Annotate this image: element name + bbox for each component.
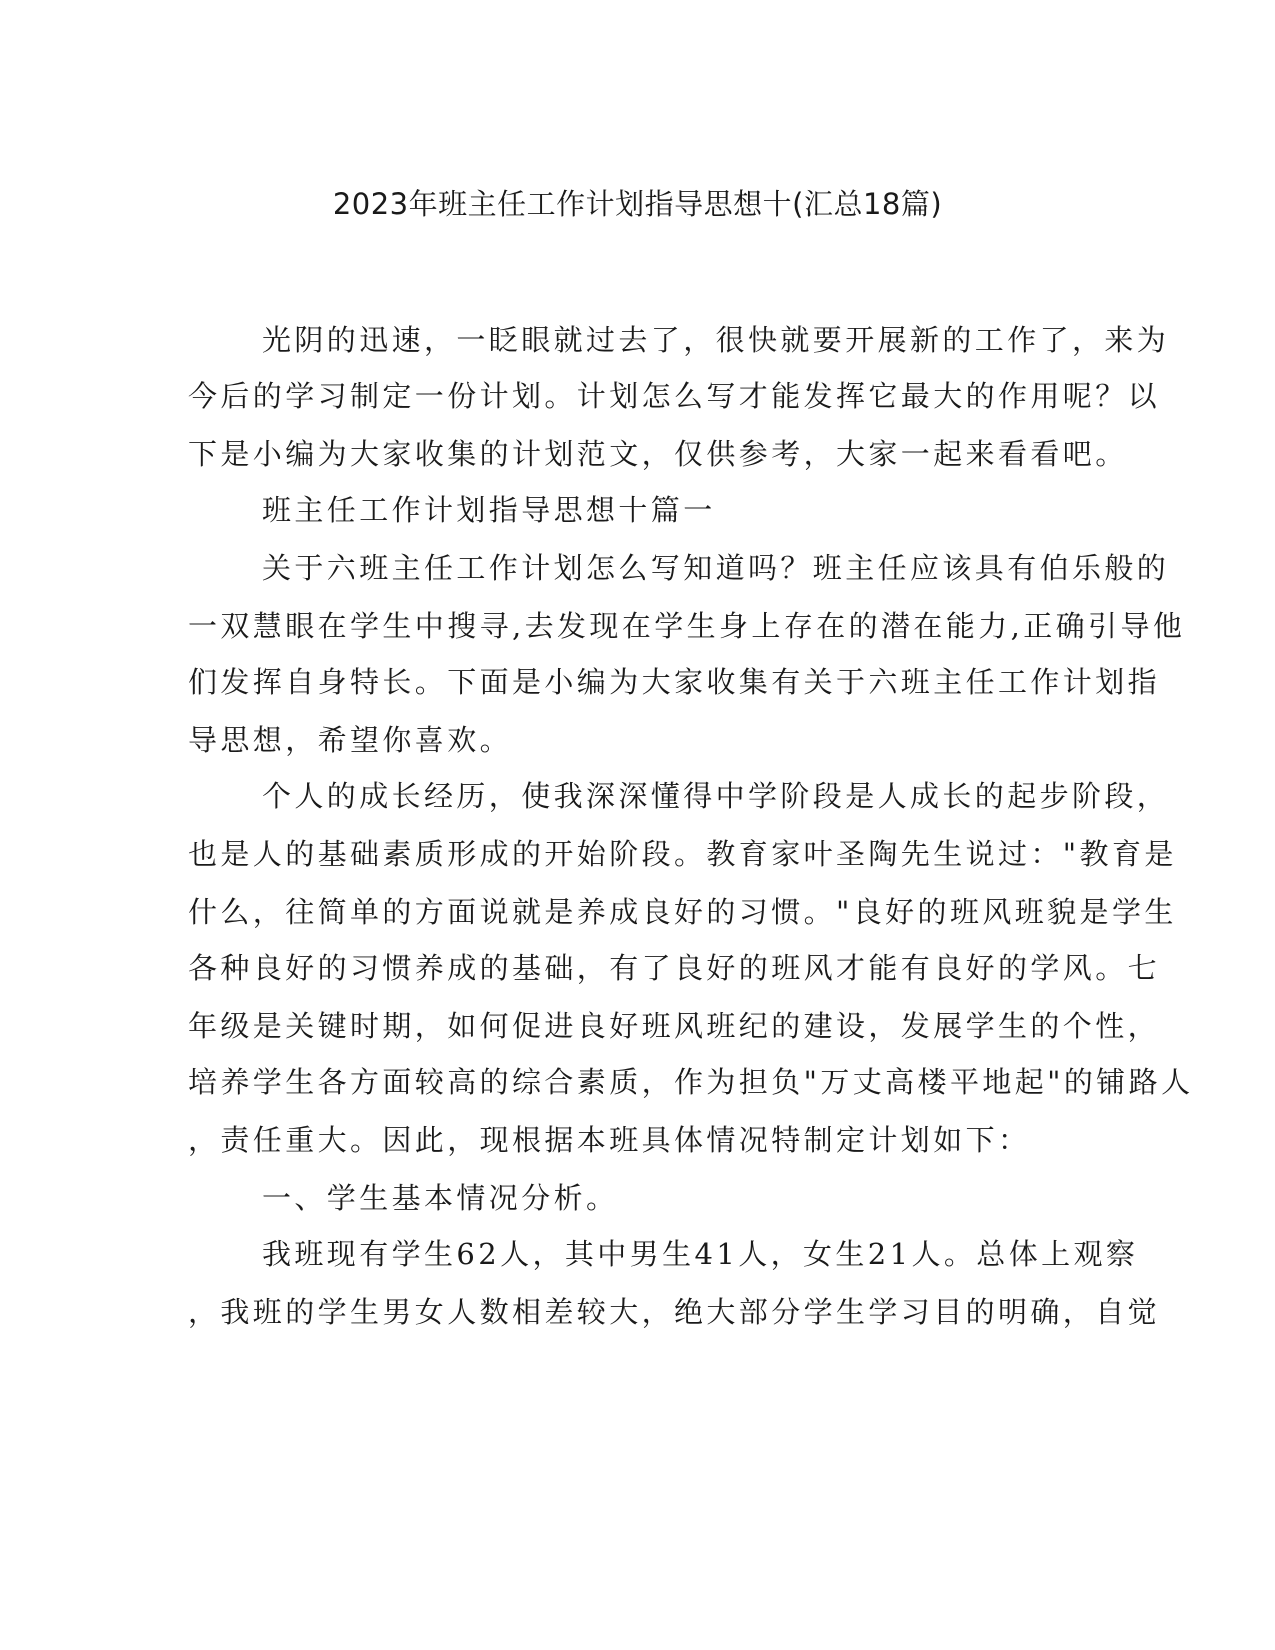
body-line: 关于六班主任工作计划怎么写知道吗？班主任应该具有伯乐般的 xyxy=(262,551,1170,585)
body-line: 各种良好的习惯养成的基础，有了良好的班风才能有良好的学风。七 xyxy=(188,951,1161,985)
body-line: 也是人的基础素质形成的开始阶段。教育家叶圣陶先生说过："教育是 xyxy=(188,837,1177,871)
body-line: 我班现有学生62人，其中男生41人，女生21人。总体上观察 xyxy=(262,1237,1139,1271)
document-title: 2023年班主任工作计划指导思想十(汇总18篇) xyxy=(332,187,943,221)
body-line: 什么，往简单的方面说就是养成良好的习惯。"良好的班风班貌是学生 xyxy=(188,895,1177,929)
body-line: 们发挥自身特长。下面是小编为大家收集有关于六班主任工作计划指 xyxy=(188,665,1161,699)
body-line: 下是小编为大家收集的计划范文，仅供参考，大家一起来看看吧。 xyxy=(188,437,1128,471)
body-line: 光阴的迅速，一眨眼就过去了，很快就要开展新的工作了，来为 xyxy=(262,323,1170,357)
body-line: 一双慧眼在学生中搜寻,去发现在学生身上存在的潜在能力,正确引导他 xyxy=(188,609,1186,643)
body-line: 个人的成长经历，使我深深懂得中学阶段是人成长的起步阶段， xyxy=(262,779,1170,813)
section-heading: 一、学生基本情况分析。 xyxy=(262,1181,619,1215)
body-line: 年级是关键时期，如何促进良好班风班纪的建设，发展学生的个性， xyxy=(188,1009,1161,1043)
body-line: ，责任重大。因此，现根据本班具体情况特制定计划如下： xyxy=(188,1123,1031,1157)
body-line: 培养学生各方面较高的综合素质，作为担负"万丈高楼平地起"的铺路人 xyxy=(188,1065,1194,1099)
body-line: ，我班的学生男女人数相差较大，绝大部分学生学习目的明确，自觉 xyxy=(188,1295,1161,1329)
body-line: 今后的学习制定一份计划。计划怎么写才能发挥它最大的作用呢？以 xyxy=(188,379,1161,413)
section-heading: 班主任工作计划指导思想十篇一 xyxy=(262,493,716,527)
body-line: 导思想，希望你喜欢。 xyxy=(188,723,513,757)
